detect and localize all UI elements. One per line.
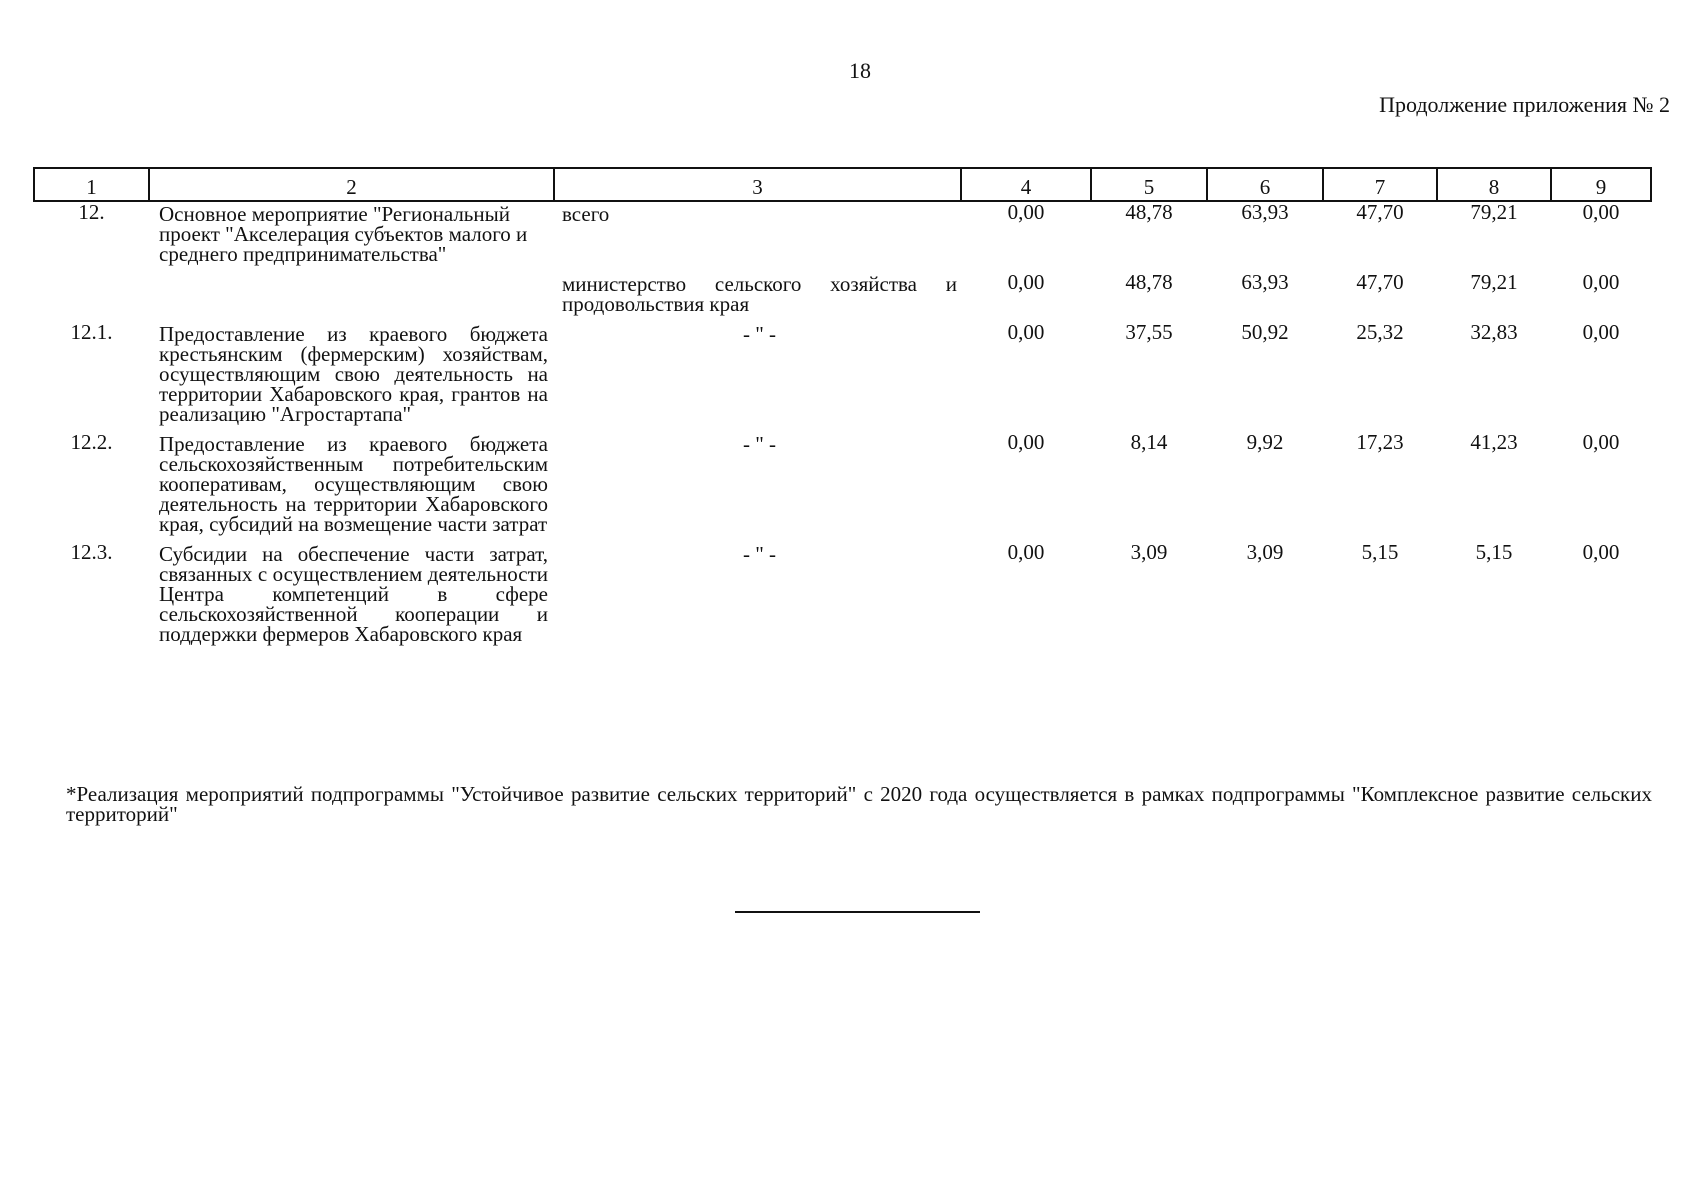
row-number: [34, 272, 149, 322]
value-cell: 8,14: [1130, 430, 1168, 454]
activity-name: Основное мероприятие "Региональный проект "Акселерация субъектов малого и среднего предпринимательства": [159, 202, 528, 266]
value-cell: 9,92: [1246, 430, 1284, 454]
table-row: [34, 432, 1651, 542]
value-cell: 0,00: [1582, 320, 1620, 344]
column-header: 9: [1551, 168, 1651, 201]
value-cell: 48,78: [1125, 270, 1173, 294]
table-row: [34, 322, 1651, 432]
row-number: 12.2.: [70, 430, 113, 454]
value-cell: 37,55: [1125, 320, 1173, 344]
page-number: 18: [849, 58, 871, 83]
value-cell: 0,00: [1007, 540, 1045, 564]
column-header: 1: [34, 168, 149, 201]
value-cell: 3,09: [1130, 540, 1168, 564]
value-cell: 0,00: [1007, 270, 1045, 294]
table-row: [34, 542, 1651, 652]
value-cell: 41,23: [1470, 430, 1518, 454]
row-number: 12.1.: [70, 320, 113, 344]
value-cell: 50,92: [1241, 320, 1289, 344]
column-header: 8: [1437, 168, 1551, 201]
activity-name: Предоставление из краевого бюджета сельскохозяйственным потребительским кооперативам, осуществляющим свою деятельность на территории Хабаровского края, субсидий на возмещение части затрат: [159, 432, 548, 536]
value-cell: 47,70: [1356, 200, 1404, 224]
value-cell: 0,00: [1007, 430, 1045, 454]
value-cell: 47,70: [1356, 270, 1404, 294]
executor: министерство сельского хозяйства и продовольствия края: [562, 272, 957, 316]
column-header: 5: [1091, 168, 1207, 201]
value-cell: 3,09: [1246, 540, 1284, 564]
value-cell: 0,00: [1007, 320, 1045, 344]
value-cell: 17,23: [1356, 430, 1404, 454]
value-cell: 32,83: [1470, 320, 1518, 344]
value-cell: 79,21: [1470, 270, 1518, 294]
end-of-document-rule: [735, 911, 980, 913]
column-header: 7: [1323, 168, 1437, 201]
column-number-row: [34, 168, 1651, 201]
value-cell: 63,93: [1241, 270, 1289, 294]
activity-name: Предоставление из краевого бюджета крестьянским (фермерским) хозяйствам, осуществляющим свою деятельность на территории Хабаровского края, грантов на реализацию "Агростартапа": [159, 322, 548, 426]
executor: - " -: [742, 542, 777, 566]
value-cell: 48,78: [1125, 200, 1173, 224]
column-header: 4: [961, 168, 1091, 201]
table-row: [34, 272, 1651, 322]
column-header: 2: [149, 168, 554, 201]
value-cell: 0,00: [1582, 200, 1620, 224]
activity-name: [149, 272, 554, 322]
value-cell: 0,00: [1582, 430, 1620, 454]
activity-name: Субсидии на обеспечение части затрат, связанных с осуществлением деятельности Центра компетенций в сфере сельскохозяйственной кооперации и поддержки фермеров Хабаровского края: [159, 542, 548, 646]
value-cell: 63,93: [1241, 200, 1289, 224]
row-number: 12.: [78, 200, 105, 224]
value-cell: 5,15: [1361, 540, 1399, 564]
executor: - " -: [742, 432, 777, 456]
value-cell: 0,00: [1582, 540, 1620, 564]
table-row: [34, 201, 1651, 272]
executor: всего: [562, 202, 610, 226]
appendix-continuation-note: Продолжение приложения № 2: [1379, 92, 1670, 117]
row-number: 12.3.: [70, 540, 113, 564]
value-cell: 79,21: [1470, 200, 1518, 224]
program-activities-table: [33, 167, 1652, 652]
value-cell: 0,00: [1007, 200, 1045, 224]
executor: - " -: [742, 322, 777, 346]
value-cell: 5,15: [1475, 540, 1513, 564]
column-header: 6: [1207, 168, 1323, 201]
footnote: *Реализация мероприятий подпрограммы "Устойчивое развитие сельских территорий" с 2020 года осуществляется в рамках подпрограммы "Комплексное развитие сельских территорий": [66, 782, 1652, 826]
column-header: 3: [554, 168, 961, 201]
value-cell: 0,00: [1582, 270, 1620, 294]
value-cell: 25,32: [1356, 320, 1404, 344]
